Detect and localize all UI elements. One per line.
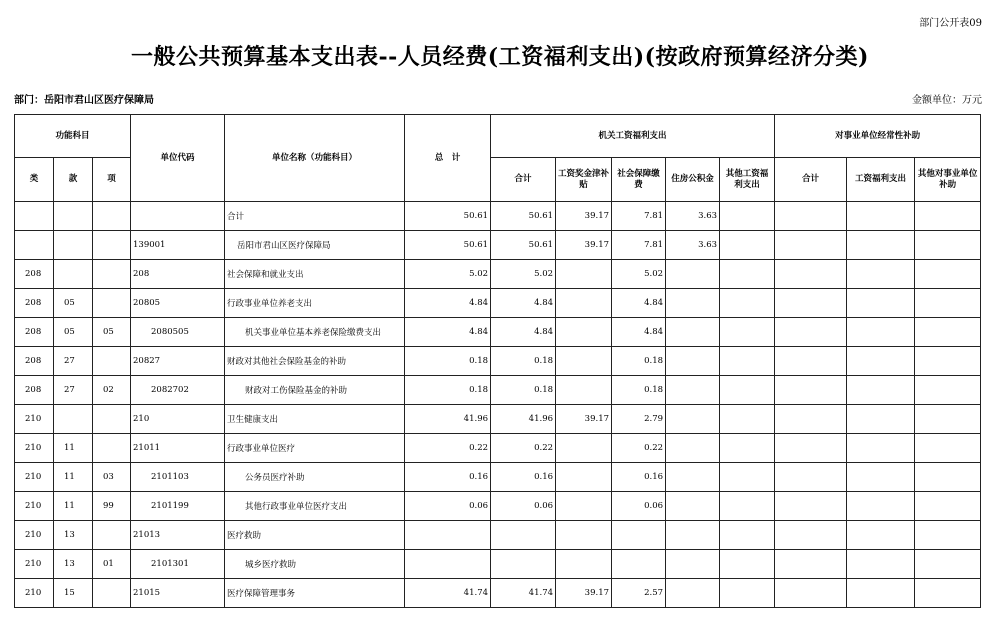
cell-kuan (54, 231, 93, 260)
cell-kuan (54, 202, 93, 231)
cell-lei: 210 (15, 463, 54, 492)
cell-pub-salary (847, 434, 915, 463)
header-org-other: 其他工资福利支出 (720, 158, 775, 202)
cell-org-social: 7.81 (612, 231, 666, 260)
cell-unit-name: 其他行政事业单位医疗支出 (225, 492, 405, 521)
cell-unit-name: 行政事业单位医疗 (225, 434, 405, 463)
cell-pub-salary (847, 405, 915, 434)
cell-pub-salary (847, 202, 915, 231)
cell-pub-other (915, 318, 981, 347)
cell-org-other (720, 231, 775, 260)
table-row (15, 318, 981, 347)
header-unit-code: 单位代码 (131, 115, 225, 202)
cell-org-total: 41.74 (491, 579, 556, 608)
cell-xiang (93, 347, 131, 376)
header-func-subject: 功能科目 (15, 115, 131, 158)
table-row (15, 347, 981, 376)
header-org-social: 社会保障缴费 (612, 158, 666, 202)
header-pub-salary: 工资福利支出 (847, 158, 915, 202)
cell-org-housing (666, 434, 720, 463)
cell-total: 4.84 (405, 289, 491, 318)
cell-unit-name: 公务员医疗补助 (225, 463, 405, 492)
cell-org-bonus (556, 318, 612, 347)
cell-org-other (720, 347, 775, 376)
cell-lei: 210 (15, 521, 54, 550)
cell-org-housing: 3.63 (666, 231, 720, 260)
cell-org-bonus (556, 347, 612, 376)
cell-org-total: 0.18 (491, 347, 556, 376)
cell-pub-salary (847, 550, 915, 579)
cell-pub-salary (847, 463, 915, 492)
table-row (15, 434, 981, 463)
cell-org-housing (666, 492, 720, 521)
header-pub-total: 合计 (775, 158, 847, 202)
cell-org-bonus (556, 550, 612, 579)
cell-org-other (720, 463, 775, 492)
header-org-total: 合计 (491, 158, 556, 202)
cell-lei: 210 (15, 492, 54, 521)
cell-total: 50.61 (405, 202, 491, 231)
cell-org-bonus (556, 521, 612, 550)
cell-org-total: 0.18 (491, 376, 556, 405)
cell-org-other (720, 405, 775, 434)
cell-xiang: 01 (93, 550, 131, 579)
cell-org-total: 41.96 (491, 405, 556, 434)
cell-lei: 210 (15, 579, 54, 608)
cell-org-housing (666, 289, 720, 318)
cell-org-total (491, 521, 556, 550)
table-row (15, 405, 981, 434)
header-lei: 类 (15, 158, 54, 202)
cell-pub-salary (847, 521, 915, 550)
cell-xiang: 02 (93, 376, 131, 405)
cell-kuan: 27 (54, 347, 93, 376)
header-xiang: 项 (93, 158, 131, 202)
cell-kuan: 13 (54, 521, 93, 550)
cell-org-other (720, 260, 775, 289)
cell-pub-total (775, 521, 847, 550)
cell-org-bonus (556, 260, 612, 289)
cell-pub-other (915, 405, 981, 434)
cell-kuan: 11 (54, 434, 93, 463)
cell-org-social: 0.16 (612, 463, 666, 492)
cell-pub-total (775, 376, 847, 405)
cell-kuan: 11 (54, 492, 93, 521)
cell-org-other (720, 202, 775, 231)
cell-xiang (93, 579, 131, 608)
cell-kuan: 15 (54, 579, 93, 608)
cell-org-other (720, 579, 775, 608)
table-row (15, 231, 981, 260)
table-row (15, 376, 981, 405)
cell-pub-total (775, 347, 847, 376)
cell-pub-salary (847, 260, 915, 289)
cell-pub-other (915, 260, 981, 289)
cell-xiang: 03 (93, 463, 131, 492)
cell-org-total: 4.84 (491, 289, 556, 318)
cell-org-housing (666, 521, 720, 550)
budget-table (14, 114, 981, 608)
cell-pub-total (775, 289, 847, 318)
cell-kuan (54, 260, 93, 289)
cell-pub-other (915, 347, 981, 376)
cell-lei: 210 (15, 434, 54, 463)
cell-org-housing (666, 579, 720, 608)
cell-org-social (612, 521, 666, 550)
cell-lei (15, 202, 54, 231)
cell-lei: 208 (15, 376, 54, 405)
cell-lei (15, 231, 54, 260)
cell-kuan: 05 (54, 289, 93, 318)
amount-unit-label: 金额单位：万元 (912, 95, 982, 106)
cell-kuan: 13 (54, 550, 93, 579)
cell-total: 0.22 (405, 434, 491, 463)
header-total: 总 计 (405, 115, 491, 202)
cell-unit-code: 208 (131, 260, 225, 289)
cell-unit-name: 合计 (225, 202, 405, 231)
cell-xiang: 05 (93, 318, 131, 347)
cell-org-social: 7.81 (612, 202, 666, 231)
table-row (15, 550, 981, 579)
cell-org-social: 2.79 (612, 405, 666, 434)
cell-total: 4.84 (405, 318, 491, 347)
cell-total: 41.74 (405, 579, 491, 608)
cell-pub-total (775, 463, 847, 492)
cell-lei: 210 (15, 550, 54, 579)
header-pub-group: 对事业单位经常性补助 (775, 115, 981, 158)
cell-org-bonus (556, 289, 612, 318)
cell-org-other (720, 492, 775, 521)
cell-unit-code: 210 (131, 405, 225, 434)
cell-pub-salary (847, 492, 915, 521)
cell-unit-name: 医疗救助 (225, 521, 405, 550)
cell-total: 0.16 (405, 463, 491, 492)
cell-org-social: 0.18 (612, 376, 666, 405)
cell-pub-other (915, 521, 981, 550)
cell-pub-other (915, 289, 981, 318)
cell-unit-code: 21013 (131, 521, 225, 550)
cell-org-social: 0.22 (612, 434, 666, 463)
cell-unit-code (131, 202, 225, 231)
cell-org-total: 50.61 (491, 202, 556, 231)
cell-org-social: 0.06 (612, 492, 666, 521)
cell-total: 50.61 (405, 231, 491, 260)
cell-unit-name: 城乡医疗救助 (225, 550, 405, 579)
cell-pub-total (775, 492, 847, 521)
cell-lei: 208 (15, 289, 54, 318)
cell-org-housing (666, 260, 720, 289)
cell-pub-total (775, 318, 847, 347)
cell-org-other (720, 434, 775, 463)
cell-unit-name: 机关事业单位基本养老保险缴费支出 (225, 318, 405, 347)
cell-pub-total (775, 405, 847, 434)
cell-lei: 208 (15, 318, 54, 347)
cell-pub-other (915, 231, 981, 260)
cell-org-housing (666, 376, 720, 405)
cell-xiang (93, 405, 131, 434)
cell-org-total: 0.22 (491, 434, 556, 463)
page-title: 一般公共预算基本支出表--人员经费(工资福利支出)(按政府预算经济分类) (131, 44, 869, 70)
cell-pub-other (915, 579, 981, 608)
cell-kuan: 05 (54, 318, 93, 347)
cell-org-social: 4.84 (612, 289, 666, 318)
cell-org-bonus: 39.17 (556, 405, 612, 434)
table-row (15, 289, 981, 318)
header-pub-other: 其他对事业单位补助 (915, 158, 981, 202)
cell-pub-other (915, 463, 981, 492)
cell-unit-name: 行政事业单位养老支出 (225, 289, 405, 318)
cell-org-bonus: 39.17 (556, 579, 612, 608)
cell-org-social (612, 550, 666, 579)
cell-unit-code: 2082702 (131, 376, 225, 405)
header-org-group: 机关工资福利支出 (491, 115, 775, 158)
cell-org-bonus (556, 463, 612, 492)
cell-total: 0.18 (405, 347, 491, 376)
table-row (15, 463, 981, 492)
cell-unit-code: 139001 (131, 231, 225, 260)
cell-kuan (54, 405, 93, 434)
cell-org-total: 0.16 (491, 463, 556, 492)
cell-unit-code: 2101103 (131, 463, 225, 492)
department-label: 部门：岳阳市君山区医疗保障局 (14, 95, 154, 106)
cell-pub-total (775, 579, 847, 608)
cell-total: 0.18 (405, 376, 491, 405)
cell-unit-name: 财政对工伤保险基金的补助 (225, 376, 405, 405)
table-row (15, 492, 981, 521)
cell-org-social: 5.02 (612, 260, 666, 289)
cell-unit-name: 财政对其他社会保险基金的补助 (225, 347, 405, 376)
cell-xiang: 99 (93, 492, 131, 521)
cell-lei: 208 (15, 260, 54, 289)
cell-org-other (720, 289, 775, 318)
cell-org-bonus: 39.17 (556, 231, 612, 260)
cell-unit-code: 2101199 (131, 492, 225, 521)
cell-org-social: 2.57 (612, 579, 666, 608)
cell-org-other (720, 376, 775, 405)
cell-unit-name: 岳阳市君山区医疗保障局 (225, 231, 405, 260)
cell-xiang (93, 260, 131, 289)
cell-unit-code: 20827 (131, 347, 225, 376)
cell-unit-code: 21015 (131, 579, 225, 608)
cell-unit-code: 2101301 (131, 550, 225, 579)
cell-org-total: 50.61 (491, 231, 556, 260)
table-row (15, 521, 981, 550)
cell-org-social: 4.84 (612, 318, 666, 347)
cell-pub-salary (847, 376, 915, 405)
cell-kuan: 11 (54, 463, 93, 492)
cell-pub-other (915, 550, 981, 579)
cell-total: 41.96 (405, 405, 491, 434)
cell-unit-code: 2080505 (131, 318, 225, 347)
cell-total: 0.06 (405, 492, 491, 521)
cell-unit-name: 社会保障和就业支出 (225, 260, 405, 289)
cell-unit-code: 21011 (131, 434, 225, 463)
header-kuan: 款 (54, 158, 93, 202)
cell-org-total: 0.06 (491, 492, 556, 521)
cell-pub-salary (847, 318, 915, 347)
cell-org-bonus: 39.17 (556, 202, 612, 231)
cell-pub-salary (847, 579, 915, 608)
table-row (15, 202, 981, 231)
cell-pub-salary (847, 347, 915, 376)
cell-org-total: 4.84 (491, 318, 556, 347)
cell-kuan: 27 (54, 376, 93, 405)
cell-pub-salary (847, 289, 915, 318)
cell-pub-other (915, 202, 981, 231)
cell-lei: 210 (15, 405, 54, 434)
cell-pub-total (775, 434, 847, 463)
table-row (15, 260, 981, 289)
table-row (15, 579, 981, 608)
cell-org-housing (666, 347, 720, 376)
cell-pub-other (915, 492, 981, 521)
header-org-bonus: 工资奖金津补贴 (556, 158, 612, 202)
cell-pub-total (775, 260, 847, 289)
header-unit-name: 单位名称（功能科目） (225, 115, 405, 202)
cell-org-housing: 3.63 (666, 202, 720, 231)
form-code: 部门公开表09 (919, 18, 982, 29)
cell-org-social: 0.18 (612, 347, 666, 376)
cell-total: 5.02 (405, 260, 491, 289)
cell-org-bonus (556, 376, 612, 405)
cell-org-total (491, 550, 556, 579)
cell-org-housing (666, 405, 720, 434)
cell-total (405, 550, 491, 579)
cell-org-other (720, 521, 775, 550)
cell-xiang (93, 289, 131, 318)
cell-unit-code: 20805 (131, 289, 225, 318)
cell-org-other (720, 318, 775, 347)
header-org-housing: 住房公积金 (666, 158, 720, 202)
cell-xiang (93, 202, 131, 231)
cell-pub-other (915, 434, 981, 463)
cell-org-housing (666, 550, 720, 579)
cell-pub-total (775, 231, 847, 260)
cell-org-bonus (556, 492, 612, 521)
cell-unit-name: 卫生健康支出 (225, 405, 405, 434)
cell-org-other (720, 550, 775, 579)
cell-unit-name: 医疗保障管理事务 (225, 579, 405, 608)
cell-xiang (93, 521, 131, 550)
cell-total (405, 521, 491, 550)
cell-xiang (93, 231, 131, 260)
cell-pub-other (915, 376, 981, 405)
cell-org-housing (666, 318, 720, 347)
cell-org-total: 5.02 (491, 260, 556, 289)
cell-org-housing (666, 463, 720, 492)
cell-lei: 208 (15, 347, 54, 376)
cell-xiang (93, 434, 131, 463)
cell-pub-salary (847, 231, 915, 260)
cell-org-bonus (556, 434, 612, 463)
cell-pub-total (775, 550, 847, 579)
cell-pub-total (775, 202, 847, 231)
